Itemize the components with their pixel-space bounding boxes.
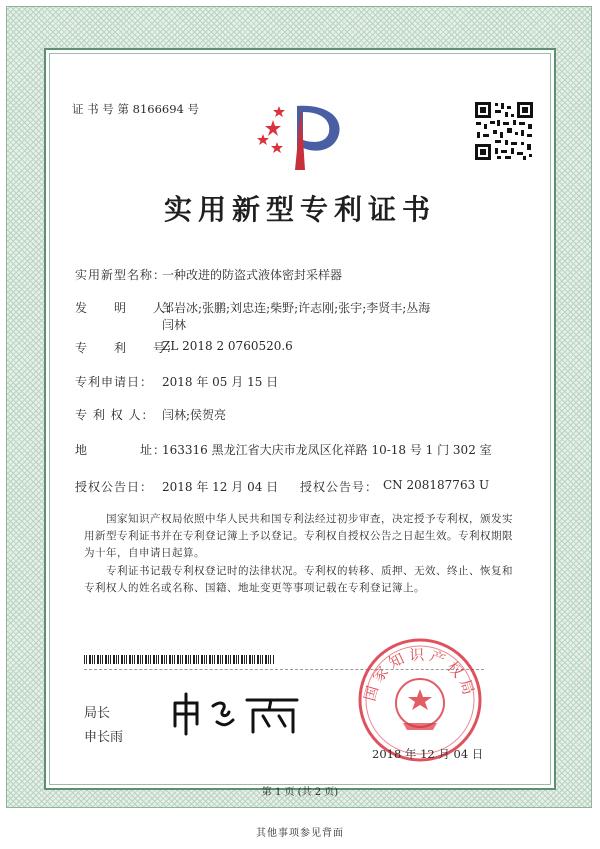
director-title: 局长 [84, 706, 111, 721]
field-value-name: 一种改进的防盗式液体密封采样器 [162, 268, 343, 282]
certificate-number [72, 101, 199, 117]
seal-star-icon [408, 689, 432, 710]
page-indicator: 第 1 页 (共 2 页) [261, 787, 339, 798]
field-label-filing-date: 专利申请日： [75, 375, 154, 389]
certificate-number-label: 证 书 号 第 [72, 102, 129, 116]
field-value-filing-date: 2018 年 05 月 15 日 [162, 375, 279, 389]
field-label-patentee: 专 利 权 人： [75, 408, 155, 422]
legal-paragraph-2: 专利证书记载专利权登记时的法律状况。专利权的转移、质押、无效、终止、恢复和专利权人的姓名或名称、国籍、地址变更等事项记载在专利登记簿上。 [84, 565, 513, 594]
barcode [84, 655, 274, 664]
field-label-address: 地 址： [75, 443, 167, 457]
back-note: 其他事项参见背面 [256, 828, 344, 839]
logo-star-icon [273, 106, 285, 117]
field-label-grant-date: 授权公告日： [75, 480, 154, 494]
legal-paragraph-1: 国家知识产权局依照中华人民共和国专利法经过初步审查，决定授予专利权，颁发实用新型专利证书并在专利登记簿上予以登记。专利权自授权公告之日起生效。专利权期限为十年，自申请日起算。 [84, 513, 513, 559]
logo-star-icon [257, 134, 269, 145]
field-value-inventors-cont: 闫林 [162, 318, 187, 332]
field-value-grant-date: 2018 年 12 月 04 日 [162, 480, 279, 494]
field-label-pub-number: 授权公告号： [300, 480, 379, 494]
field-value-patentee: 闫林;侯贺亮 [162, 408, 227, 422]
cnipa-logo [255, 98, 355, 178]
logo-star-icon [265, 120, 281, 136]
seal-date: 2018 年 12 月 04 日 [372, 747, 484, 761]
field-value-pub-number: CN 208187763 U [383, 478, 490, 492]
certificate-number-suffix: 号 [187, 102, 199, 116]
field-label-patent-number: 专 利 号： [75, 341, 180, 355]
qr-code [473, 100, 535, 162]
certificate-title: 实用新型专利证书 [163, 193, 436, 226]
director-signature [165, 688, 315, 738]
field-label-inventors: 发 明 人： [75, 301, 180, 315]
certificate-number-value: 8166694 [132, 102, 184, 116]
seal-text: 国家知识产权局 [360, 645, 479, 704]
field-value-inventors: 邹岩冰;张鹏;刘忠连;柴野;许志刚;张宇;李贤丰;丛海 [162, 301, 431, 315]
logo-star-icon [271, 142, 283, 153]
field-value-address: 163316 黑龙江省大庆市龙凤区化祥路 10-18 号 1 门 302 室 [162, 443, 492, 457]
director-name: 申长雨 [84, 730, 124, 745]
field-value-patent-number: ZL 2018 2 0760520.6 [162, 339, 293, 353]
field-label-name: 实用新型名称： [75, 268, 167, 282]
